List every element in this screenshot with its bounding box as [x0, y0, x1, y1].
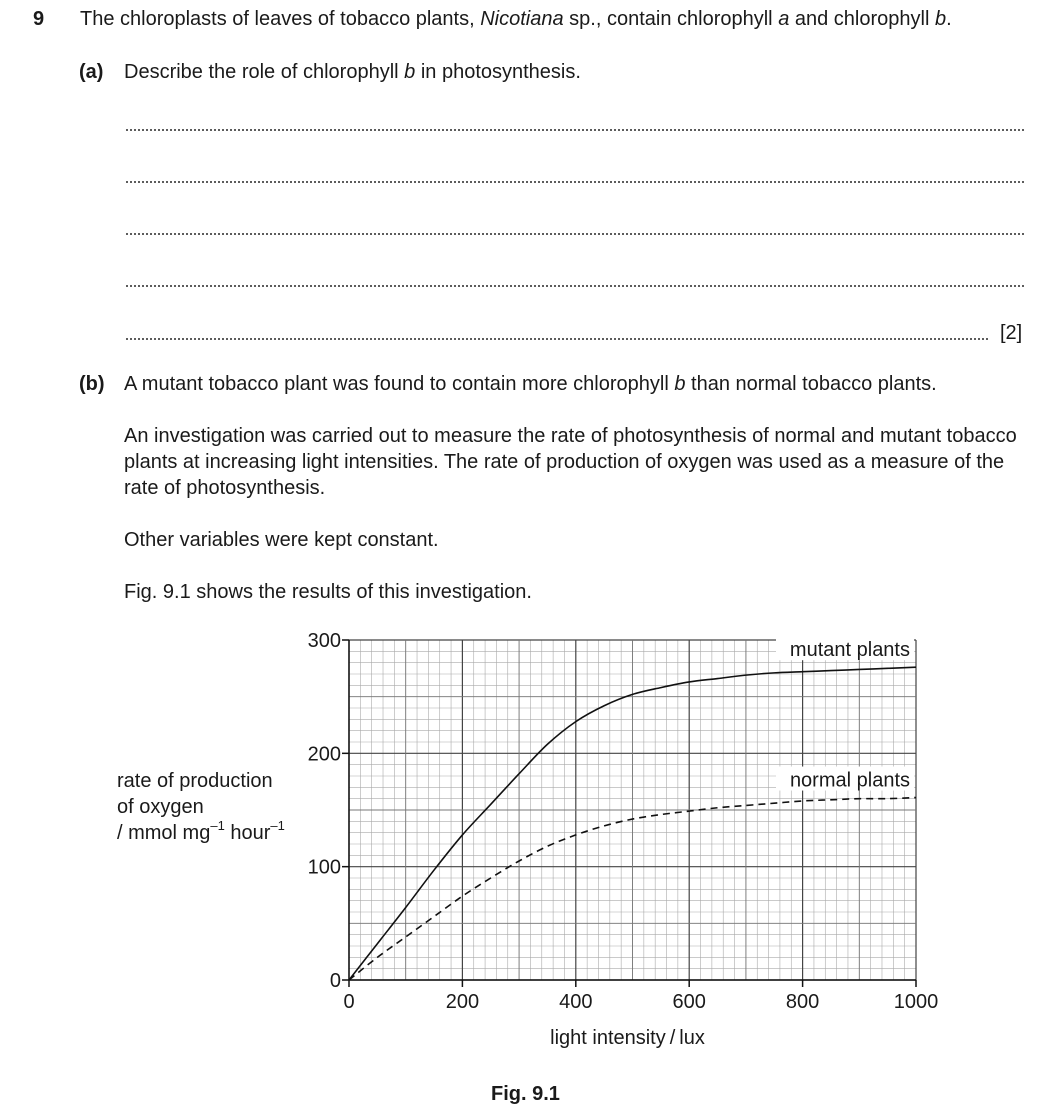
- series-label-mutant-plants: mutant plants: [789, 639, 910, 662]
- intro-genus: Nicotiana: [480, 8, 564, 30]
- intro-text-2: sp., contain chlorophyll: [563, 8, 779, 30]
- y-unit-part-2: hour: [224, 822, 271, 844]
- intro-chl-b: b: [934, 8, 947, 30]
- answer-line-3[interactable]: [125, 233, 1024, 235]
- part-a-prompt: [124, 61, 581, 84]
- y-unit-part-1: / mmol mg: [117, 822, 211, 844]
- y-axis-label-line-1: rate of production: [117, 770, 273, 792]
- part-b-para-2: An investigation was carried out to measure the rate of photosynthesis of normal and mutant tobacco plants at increasing light intensities. The rate of production of oxygen was used as a measure of the rate of photosynthesis.: [124, 425, 1017, 499]
- x-tick-label: 800: [785, 991, 820, 1013]
- intro-text-4: .: [946, 8, 952, 30]
- answer-line-2[interactable]: [125, 181, 1024, 183]
- x-tick-label: 0: [343, 991, 355, 1013]
- part-b-chl-b: b: [674, 373, 686, 395]
- series-label-normal-plants: normal plants: [789, 769, 910, 792]
- intro-text-3: and chlorophyll: [789, 8, 935, 30]
- part-a-text-1: Describe the role of chlorophyll: [124, 61, 405, 83]
- answer-line-5[interactable]: [125, 338, 989, 340]
- intro-text-1: The chloroplasts of leaves of tobacco plants,: [80, 8, 481, 30]
- y-unit-exp-1: –1: [210, 818, 225, 833]
- question-number: 9: [33, 8, 45, 30]
- y-axis-label-line-2: of oxygen: [117, 796, 204, 818]
- part-b-para-4: Fig. 9.1 shows the results of this investigation.: [124, 581, 532, 603]
- part-b-para-3: Other variables were kept constant.: [124, 529, 439, 551]
- y-tick-label: 300: [307, 630, 341, 652]
- intro-chl-a: a: [778, 8, 790, 30]
- part-b-para-1: [124, 373, 937, 396]
- question-intro: [80, 8, 952, 31]
- answer-line-1[interactable]: [125, 129, 1024, 131]
- figure-caption: Fig. 9.1: [491, 1083, 560, 1105]
- grid-major: [349, 640, 916, 980]
- x-tick-label: 1000: [893, 991, 939, 1013]
- x-tick-label: 400: [559, 991, 593, 1013]
- y-tick-label: 200: [307, 743, 341, 766]
- oxygen-production-chart: [0, 620, 1059, 1060]
- x-tick-label: 200: [445, 991, 480, 1013]
- marks-label: [2]: [1000, 322, 1023, 344]
- y-tick-label: 100: [307, 856, 341, 879]
- part-a-text-2: in photosynthesis.: [415, 61, 581, 83]
- part-b-text-2: than normal tobacco plants.: [685, 373, 937, 395]
- part-a-chl-b: b: [404, 61, 416, 83]
- part-b-text-1: A mutant tobacco plant was found to contain more chlorophyll: [124, 373, 675, 395]
- part-b-label: (b): [79, 373, 105, 395]
- answer-line-4[interactable]: [125, 285, 1024, 287]
- part-a-label: (a): [79, 61, 104, 83]
- y-unit-exp-2: –1: [270, 818, 285, 833]
- x-tick-label: 600: [672, 991, 706, 1013]
- x-axis-label: light intensity / lux: [550, 1027, 705, 1049]
- ticks: [308, 630, 939, 1049]
- y-tick-label: 0: [329, 970, 341, 992]
